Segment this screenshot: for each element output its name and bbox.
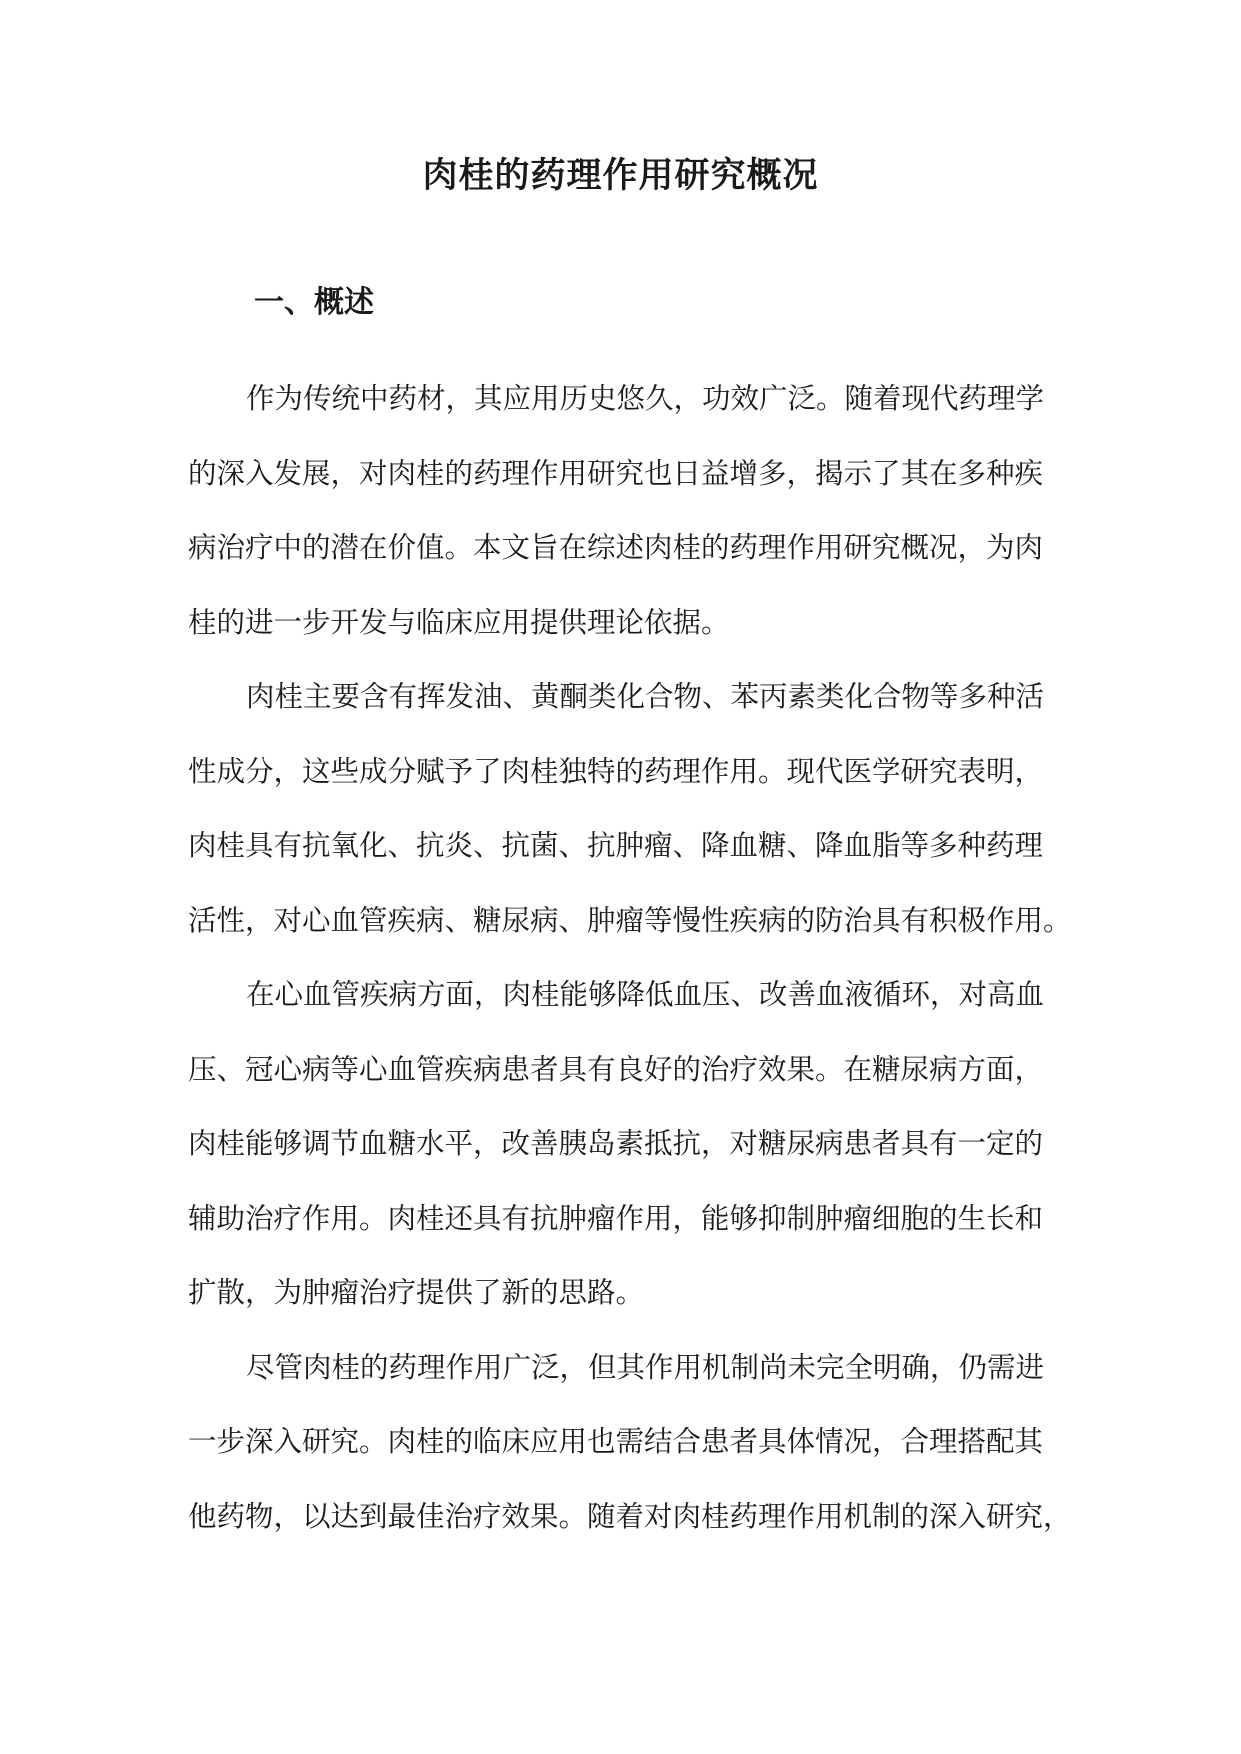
paragraph-intro: [188, 362, 1054, 660]
paragraph-line: 性成分，这些成分赋予了肉桂独特的药理作用。现代医学研究表明，: [188, 754, 1044, 788]
paragraph-line: 肉桂主要含有挥发油、黄酮类化合物、苯丙素类化合物等多种活: [246, 680, 1045, 713]
paragraph-line: 肉桂具有抗氧化、抗炎、抗菌、抗肿瘤、降血糖、降血脂等多种药理: [188, 829, 1044, 862]
paragraph-outlook: [188, 1331, 1072, 1555]
paragraph-line: 一步深入研究。肉桂的临床应用也需结合患者具体情况，合理搭配其: [188, 1425, 1044, 1458]
paragraph-line: 他药物，以达到最佳治疗效果。随着对肉桂药理作用机制的深入研究，: [188, 1499, 1072, 1533]
paragraph-applications: [188, 958, 1054, 1331]
paragraph-line: 辅助治疗作用。肉桂还具有抗肿瘤作用，能够抑制肿瘤细胞的生长和: [188, 1201, 1044, 1235]
paragraph-components: [188, 660, 1072, 958]
document-body: [188, 362, 1072, 1554]
paragraph-line: 作为传统中药材，其应用历史悠久，功效广泛。随着现代药理学: [246, 382, 1045, 415]
section-heading-overview: 一、概述: [254, 285, 374, 320]
paragraph-line: 病治疗中的潜在价值。本文旨在综述肉桂的药理作用研究概况，为肉: [188, 531, 1044, 564]
document-title: 肉桂的药理作用研究概况: [422, 156, 819, 196]
paragraph-line: 扩散，为肿瘤治疗提供了新的思路。: [188, 1276, 645, 1309]
paragraph-line: 桂的进一步开发与临床应用提供理论依据。: [188, 605, 730, 639]
paragraph-line: 肉桂能够调节血糖水平，改善胰岛素抵抗，对糖尿病患者具有一定的: [188, 1127, 1044, 1160]
paragraph-line: 在心血管疾病方面，肉桂能够降低血压、改善血液循环，对高血: [246, 978, 1045, 1011]
paragraph-line: 活性，对心血管疾病、糖尿病、肿瘤等慢性疾病的防治具有积极作用。: [188, 903, 1072, 937]
paragraph-line: 尽管肉桂的药理作用广泛，但其作用机制尚未完全明确，仍需进: [246, 1350, 1045, 1384]
paragraph-line: 压、冠心病等心血管疾病患者具有良好的治疗效果。在糖尿病方面，: [188, 1052, 1044, 1086]
paragraph-line: 的深入发展，对肉桂的药理作用研究也日益增多，揭示了其在多种疾: [188, 456, 1044, 490]
